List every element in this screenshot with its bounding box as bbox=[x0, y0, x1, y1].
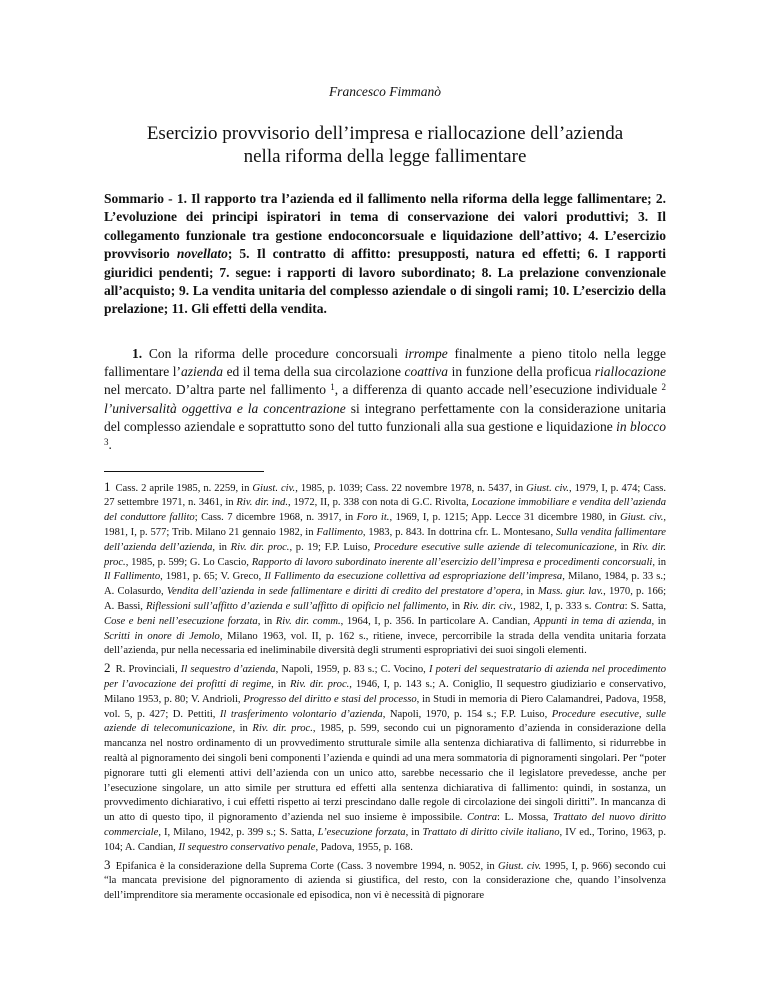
body-text: nel mercato. D’altra parte nel fallimento bbox=[104, 382, 331, 398]
footnote-text: , 1985, p. 599, secondo cui un pignoramento d’azienda in considerazione della mancanza nel nostro ordinamento di un provvedimento strutturale simile alla sentenza dichiarativa di fallimento, si ridurrebbe in realtà al pignoramento dei singoli beni componenti l’azienda e quindi ad una mera sommatoria di pignoramenti singolari. Per “poter pignorare tutti gli elementi attivi dell’azienda con un unico atto, sarebbe necessario che il legislatore prevedesse, anche per l’esecuzione singolare, un atto simile per struttura ed effetti alla sentenza dichiarativa di fallimento: quindi, in sostanza, un provvedimento dichiarativo, i cui effetti rispetto ai terzi prescindano dalle regole di circolazione dei singoli diritti”. In mancanza di un atto di questo tipo, il pignoramento d’azienda nel suo insieme è impossibile. bbox=[104, 723, 666, 824]
body-italic: coattiva bbox=[404, 364, 449, 380]
footnote-italic: Locazione immobiliare e vendita dell’azienda del conduttore fallito bbox=[104, 497, 666, 524]
body-italic: riallocazione bbox=[594, 364, 666, 380]
body-paragraph bbox=[104, 345, 666, 455]
body-text: finalmente a pieno titolo nella legge fallimentare l’ bbox=[104, 345, 666, 380]
footnote-ref-1[interactable]: 1 bbox=[330, 382, 335, 393]
footnote-text: , Napoli, 1970, p. 154 s.; F.P. Luiso, bbox=[382, 708, 552, 720]
summary-italic: novellato bbox=[176, 246, 228, 262]
footnote-text: , 1970, p. 166; A. Bassi, bbox=[104, 586, 667, 612]
footnote-number: 3 bbox=[104, 856, 111, 872]
body-italic: azienda bbox=[181, 364, 224, 380]
footnote-text: , 1982, I, p. 333 s. bbox=[513, 601, 595, 612]
footnote-italic: Procedure esecutive sulle aziende di telecomunicazione bbox=[373, 541, 615, 553]
footnote-text: , 1969, I, p. 1215; App. Lecce 31 dicembre 1980, in bbox=[389, 512, 621, 524]
body-text: in funzione della proficua bbox=[448, 364, 595, 380]
footnote-italic: Il sequestro d’azienda bbox=[180, 664, 276, 676]
footnote-italic: Scritti in onore di Jemolo bbox=[104, 630, 220, 642]
body-text: , a differenza di quanto accade nell’esecuzione individuale bbox=[334, 382, 662, 398]
footnote-1 bbox=[104, 480, 666, 660]
footnote-text: : L. Mossa, bbox=[497, 812, 553, 824]
summary-text: Sommario - 1. Il rapporto tra l’azienda ed il fallimento nella riforma della legge fallimentare; 2. L’evoluzione dei principi ispiratori in tema di conservazione dei valori produttivi; 3. Il collegamento funzionale tra gestione endoconcorsuale e liquidazione dell’attivo; 4. L’esercizio provvisorio bbox=[104, 191, 666, 262]
summary-text-rest: ; 5. Il contratto di affitto: presupposti, natura ed effetti; 6. I rapporti giuridici pendenti; 7. segue: i rapporti di lavoro subordinato; 8. La prelazione convenzionale all’acquisto; 9. La vendita unitaria del complesso aziendale o di singoli rami; 10. L’esercizio della prelazione; 11. Gli effetti della vendita. bbox=[104, 246, 666, 317]
footnote-text: , in bbox=[212, 541, 231, 553]
footnote-text: , in bbox=[652, 556, 666, 568]
footnote-text: , in Studi in memoria di Piero Calamandrei, Padova, 1958, vol. 5, p. 427; D. Pettiti, bbox=[104, 693, 666, 720]
footnote-ref-3[interactable]: 3 bbox=[104, 437, 109, 448]
footnote-italic: Riv. dir. ind. bbox=[236, 497, 288, 509]
footnote-italic: Riv. dir. proc. bbox=[230, 541, 290, 553]
footnote-3 bbox=[104, 858, 666, 904]
footnote-italic: I poteri del sequestratario di azienda nel procedimento per l’avocazione dei profitti di regime bbox=[104, 664, 666, 690]
footnote-text: , in bbox=[520, 586, 538, 598]
footnote-2 bbox=[104, 661, 666, 855]
footnote-text: , in bbox=[651, 615, 667, 627]
footnote-italic: Il Fallimento da esecuzione collettiva ad espropriazione dell’impresa bbox=[264, 571, 563, 583]
footnote-italic: Riv. dir. proc. bbox=[252, 723, 313, 735]
footnote-text: , in bbox=[614, 541, 633, 553]
footnote-italic: Vendita dell’azienda in sede fallimentare e diritti di credito del prestatore d’opera bbox=[166, 586, 521, 598]
body-text: . bbox=[108, 437, 112, 453]
footnote-text: , p. 19; F.P. Luiso, bbox=[289, 541, 374, 553]
footnote-text: , in bbox=[257, 615, 276, 627]
footnote-text: : S. Satta, bbox=[624, 601, 666, 612]
footnote-italic: Giust. civ. bbox=[526, 482, 569, 494]
footnote-text: R. Provinciali, bbox=[112, 664, 181, 676]
footnote-italic: Giust. civ. bbox=[620, 512, 664, 524]
footnote-italic: Riv. dir. proc. bbox=[104, 541, 667, 568]
section-number: 1. bbox=[132, 345, 143, 361]
footnote-text: Epifanica è la considerazione della Suprema Corte (Cass. 3 novembre 1994, n. 9052, in bbox=[112, 860, 498, 872]
footnote-italic: Il trasferimento volontario d’azienda bbox=[219, 708, 383, 720]
footnote-italic: Trattato di diritto civile italiano bbox=[422, 826, 560, 838]
footnote-text: , 1981, I, p. 577; Trib. Milano 21 gennaio 1982, in bbox=[104, 512, 667, 539]
body-italic: in blocco bbox=[616, 419, 666, 435]
footnote-text: , IV ed., Torino, 1963, p. 104; A. Candian, bbox=[104, 826, 667, 853]
footnote-italic: Foro it. bbox=[356, 512, 390, 524]
footnote-text: , 1981, p. 65; V. Greco, bbox=[160, 571, 265, 583]
footnote-text: , Milano, 1984, p. 33 s.; A. Colasurdo, bbox=[104, 571, 667, 598]
footnote-text: , 1964, I, p. 356. In particolare A. Candian, bbox=[340, 615, 534, 627]
footnote-italic: Riv. dir. proc. bbox=[289, 678, 350, 690]
footnote-text: , 1983, p. 843. In dottrina cfr. L. Montesano, bbox=[362, 527, 556, 539]
footnote-italic: L’esecuzione forzata bbox=[317, 826, 406, 838]
footnote-italic: Giust. civ. bbox=[252, 482, 296, 494]
footnote-italic: Il sequestro conservativo penale bbox=[178, 841, 316, 853]
footnote-italic: Procedure esecutive, sulle aziende di telecomunicazione bbox=[104, 708, 667, 735]
footnote-ref-2[interactable]: 2 bbox=[661, 382, 666, 393]
footnote-italic: Mass. giur. lav. bbox=[537, 586, 604, 598]
footnote-text: 1995, I, p. 966) secondo cui “la mancata previsione del pignoramento di azienda si giustifica, del resto, con la considerazione che, quando l’insolvenza dell’imprenditore sia meramente occasionale ed episodica, non vi è necessità di pignorare bbox=[104, 860, 666, 902]
body-text: ed il tema della sua circolazione bbox=[223, 364, 405, 380]
summary-abstract bbox=[104, 190, 666, 319]
footnote-text: , Napoli, 1959, p. 83 s.; C. Vocino, bbox=[275, 664, 429, 676]
body-italic: irrompe bbox=[404, 345, 448, 361]
footnote-text: , 1985, p. 1039; Cass. 22 novembre 1978, n. 5437, in bbox=[295, 482, 527, 494]
footnote-italic: Riflessioni sull’affitto d’azienda e sull’affitto di opificio nel fallimento bbox=[145, 601, 447, 612]
footnote-separator bbox=[104, 471, 264, 472]
footnote-italic: Appunti in tema di azienda bbox=[533, 615, 652, 627]
footnote-text: , Milano 1963, vol. II, p. 162 s., ritiene, invece, percorribile la strada della vendita unitaria forzata dell’azienda, pur nella necessaria ed ineliminabile diversità degli strumenti espropriativi dei suoi singoli elementi. bbox=[104, 630, 666, 657]
footnote-text: , Padova, 1955, p. 168. bbox=[315, 841, 413, 853]
footnote-text: , in bbox=[271, 678, 290, 690]
footnote-italic: Trattato del nuovo diritto commerciale bbox=[104, 812, 666, 838]
footnote-italic: Il Fallimento bbox=[104, 571, 161, 583]
footnote-italic: Giust. civ. bbox=[498, 860, 542, 872]
title-line-2: nella riforma della legge fallimentare bbox=[243, 146, 527, 167]
paper-title bbox=[104, 122, 666, 168]
footnote-text: , 1946, I, p. 143 s.; A. Coniglio, Il sequestro giudiziario e conservativo, Milano 1953, p. 80; V. Andrioli, bbox=[104, 678, 666, 705]
title-line-1: Esercizio provvisorio dell’impresa e riallocazione dell’azienda bbox=[146, 123, 624, 144]
body-text: Con la riforma delle procedure concorsuali bbox=[142, 345, 405, 361]
footnote-text: , in bbox=[446, 601, 464, 612]
body-text: si integrano perfettamente con la considerazione unitaria del complesso aziendale e soprattutto sono del tutto funzionali alla sua gestione e liquidazione bbox=[104, 400, 666, 435]
footnote-text: Cass. 2 aprile 1985, n. 2259, in bbox=[112, 482, 253, 494]
footnote-text: , 1985, p. 599; G. Lo Cascio, bbox=[125, 556, 252, 568]
body-italic: l’universalità oggettiva e la concentrazione bbox=[104, 400, 346, 416]
footnote-italic: Progresso del diritto e stasi del processo bbox=[243, 693, 417, 705]
footnote-text: , in bbox=[405, 826, 423, 838]
footnote-text: , 1972, II, p. 338 con nota di G.C. Rivolta, bbox=[288, 497, 472, 509]
footnote-text: , 1979, I, p. 474; Cass. 27 settembre 1971, n. 3461, in bbox=[104, 482, 667, 509]
footnote-italic: Rapporto di lavoro subordinato inerente all’esercizio dell’impresa e procedimenti concorsuali bbox=[251, 556, 653, 568]
author-name: Francesco Fimmanò bbox=[328, 84, 442, 99]
footnote-italic: Sulla vendita fallimentare dell’azienda dell’azienda bbox=[104, 527, 666, 553]
footnote-italic: Contra bbox=[466, 812, 498, 824]
footnote-text: ; Cass. 7 dicembre 1968, n. 3917, in bbox=[194, 512, 357, 524]
footnote-italic: Riv. dir. civ. bbox=[463, 601, 514, 612]
footnote-italic: Riv. dir. comm. bbox=[275, 615, 341, 627]
footnote-italic: Contra bbox=[594, 601, 625, 612]
footnote-italic: Fallimento bbox=[316, 527, 363, 539]
footnote-text: , I, Milano, 1942, p. 399 s.; S. Satta, bbox=[158, 826, 318, 838]
footnote-number: 1 bbox=[104, 478, 111, 494]
footnote-italic: Cose e beni nell’esecuzione forzata bbox=[104, 615, 258, 627]
footnote-number: 2 bbox=[104, 660, 111, 676]
footnote-text: , in bbox=[232, 723, 253, 735]
footnotes bbox=[104, 480, 666, 904]
